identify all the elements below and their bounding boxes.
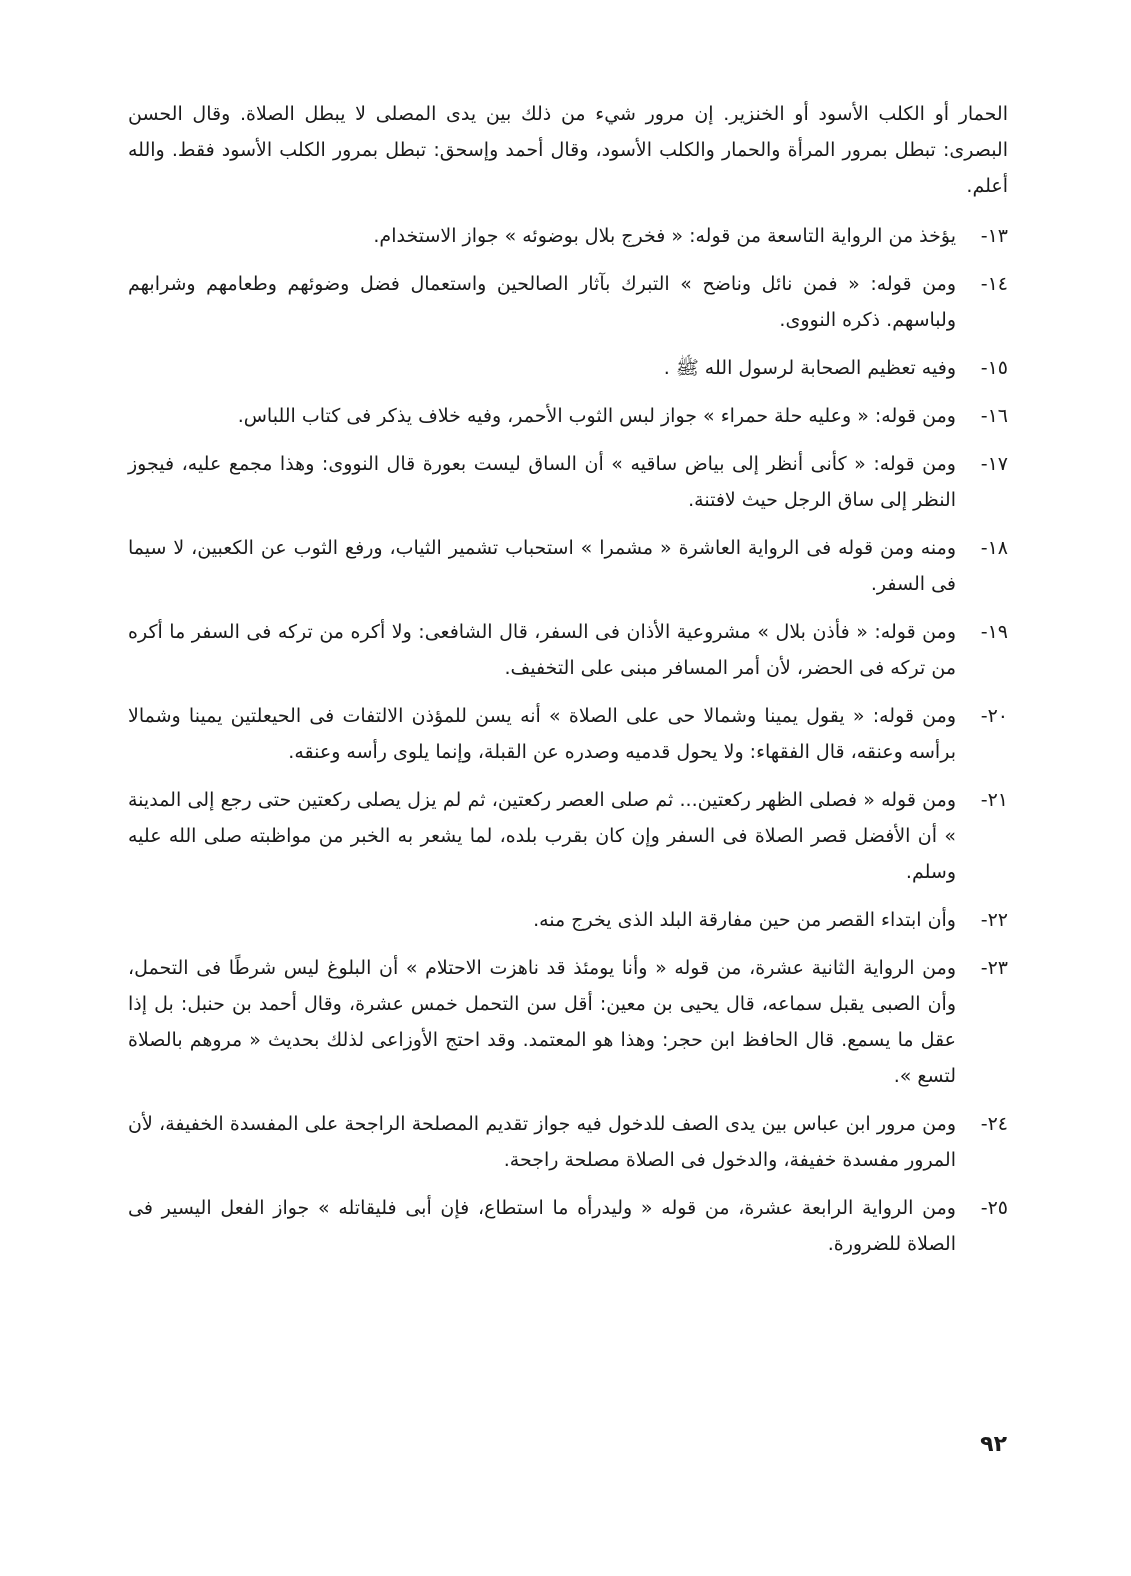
list-item: [128, 1106, 1008, 1178]
item-number: ٢٤-: [980, 1113, 1008, 1135]
list-item: [128, 902, 1008, 938]
item-number: ١٥-: [980, 357, 1008, 379]
item-number: ١٣-: [980, 225, 1008, 247]
item-text: ومن قوله: « وعليه حلة حمراء » جواز لبس الثوب الأحمر، وفيه خلاف يذكر فى كتاب اللباس.: [237, 405, 956, 427]
item-text: ومن قوله: « كأنى أنظر إلى بياض ساقيه » أن الساق ليست بعورة قال النووى: وهذا مجمع عليه، فيجوز النظر إلى ساق الرجل حيث لافتنة.: [128, 453, 956, 511]
item-text: يؤخذ من الرواية التاسعة من قوله: « فخرج بلال بوضوئه » جواز الاستخدام.: [373, 225, 956, 247]
item-text: ومن مرور ابن عباس بين يدى الصف للدخول فيه جواز تقديم المصلحة الراجحة على المفسدة الخفيفة، لأن المرور مفسدة خفيفة، والدخول فى الصلاة مصلحة راجحة.: [128, 1113, 956, 1171]
item-text: وفيه تعظيم الصحابة لرسول الله ﷺ .: [663, 357, 956, 379]
item-number: ٢٠-: [980, 705, 1008, 727]
list-item: [128, 950, 1008, 1094]
list-item: [128, 398, 1008, 434]
page-number: ٩٢: [980, 1432, 1007, 1457]
page-body: [128, 96, 1008, 1274]
item-text: ومن الرواية الرابعة عشرة، من قوله « وليدرأه ما استطاع، فإن أبى فليقاتله » جواز الفعل اليسير فى الصلاة للضرورة.: [128, 1197, 956, 1255]
item-number: ٢٥-: [980, 1197, 1008, 1219]
list-item: [128, 530, 1008, 602]
item-number: ٢١-: [980, 789, 1008, 811]
item-number: ١٤-: [980, 273, 1008, 295]
item-text: ومن قوله: « فأذن بلال » مشروعية الأذان فى السفر، قال الشافعى: ولا أكره من تركه فى السفر ما أكره من تركه فى الحضر، لأن أمر المسافر مبنى على التخفيف.: [128, 621, 956, 679]
list-item: [128, 698, 1008, 770]
item-text: ومن قوله: « يقول يمينا وشمالا حى على الصلاة » أنه يسن للمؤذن الالتفات فى الحيعلتين يمينا وشمالا برأسه وعنقه، قال الفقهاء: ولا يحول قدميه وصدره عن القبلة، وإنما يلوى رأسه وعنقه.: [128, 705, 956, 763]
list-item: [128, 446, 1008, 518]
list-item: [128, 782, 1008, 890]
item-number: ٢٣-: [980, 957, 1008, 979]
list-item: [128, 266, 1008, 338]
list-item: [128, 614, 1008, 686]
item-text: ومن قوله: « فمن نائل وناضح » التبرك بآثار الصالحين واستعمال فضل وضوئهم وطعامهم وشرابهم ولباسهم. ذكره النووى.: [128, 273, 956, 331]
list-item: [128, 218, 1008, 254]
item-number: ١٧-: [980, 453, 1008, 475]
item-number: ٢٢-: [980, 909, 1008, 931]
item-text: ومنه ومن قوله فى الرواية العاشرة « مشمرا » استحباب تشمير الثياب، ورفع الثوب عن الكعبين، لا سيما فى السفر.: [128, 537, 956, 595]
list-item: [128, 350, 1008, 386]
item-number: ١٨-: [980, 537, 1008, 559]
list-item: [128, 1190, 1008, 1262]
item-text: ومن الرواية الثانية عشرة، من قوله « وأنا يومئذ قد ناهزت الاحتلام » أن البلوغ ليس شرطًا فى التحمل، وأن الصبى يقبل سماعه، قال يحيى بن معين: أقل سن التحمل خمس عشرة، وقال أحمد بن حنبل: بل إذا عقل ما يسمع. قال الحافظ ابن حجر: وهذا هو المعتمد. وقد احتج الأوزاعى لذلك بحديث « مروهم بالصلاة لتسع ».: [128, 957, 956, 1087]
item-text: ومن قوله « فصلى الظهر ركعتين... ثم صلى العصر ركعتين، ثم لم يزل يصلى ركعتين حتى رجع إلى المدينة » أن الأفضل قصر الصلاة فى السفر وإن كان بقرب بلده، لما يشعر به الخبر من مواظبته صلى الله عليه وسلم.: [128, 789, 956, 883]
item-number: ١٦-: [980, 405, 1008, 427]
intro-paragraph: الحمار أو الكلب الأسود أو الخنزير. إن مرور شيء من ذلك بين يدى المصلى لا يبطل الصلاة. وقال الحسن البصرى: تبطل بمرور المرأة والحمار والكلب الأسود، وقال أحمد وإسحق: تبطل بمرور الكلب الأسود فقط. والله أعلم.: [128, 103, 1008, 197]
item-number: ١٩-: [980, 621, 1008, 643]
item-text: وأن ابتداء القصر من حين مفارقة البلد الذى يخرج منه.: [533, 909, 956, 931]
